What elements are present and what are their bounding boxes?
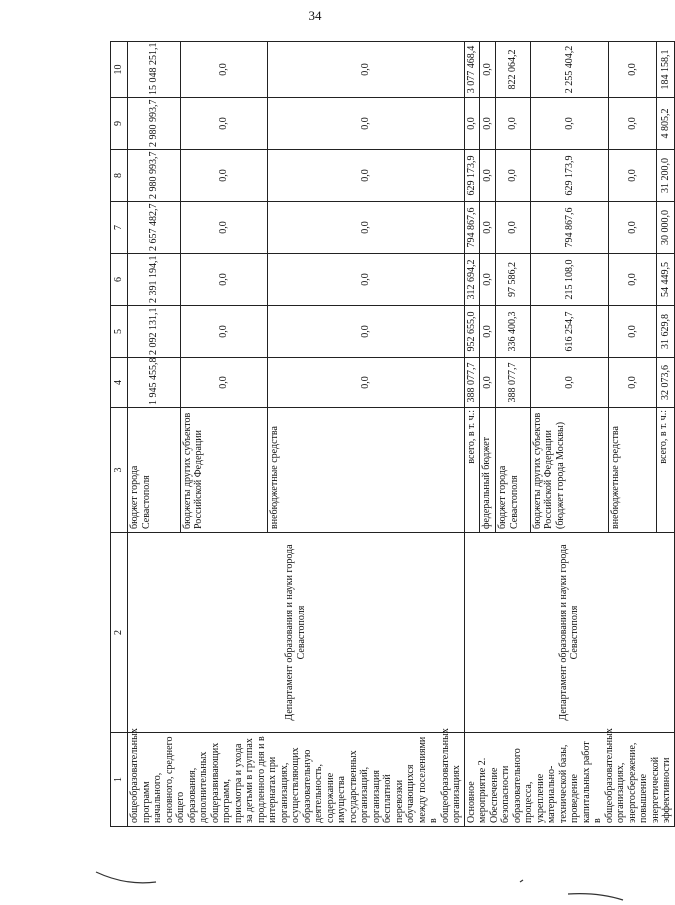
value-cell: 0,0 bbox=[496, 98, 531, 150]
col-header: 7 bbox=[111, 202, 128, 254]
value-cell: 794 867,6 bbox=[530, 202, 608, 254]
executor-cell: Департамент образования и науки города Севастополя bbox=[128, 533, 465, 733]
value-cell: 4 805,2 bbox=[657, 98, 674, 150]
value-cell: 2 980 993,7 bbox=[128, 150, 181, 202]
value-cell: 0,0 bbox=[480, 42, 496, 98]
value-cell: 2 092 131,1 bbox=[128, 306, 181, 358]
value-cell: 0,0 bbox=[530, 358, 608, 408]
value-cell: 0,0 bbox=[480, 254, 496, 306]
value-cell: 30 000,0 bbox=[657, 202, 674, 254]
activity-description: общеобразовательных программ начального, основного, среднего общего образования, дополнительных общеразвивающих программ, присмотра и ухода за детьми в группах продленного дня и в интернатах при организациях, осуществляющих образовательную деятельность, содержание имущества государственных организаций, организация бесплатной перевозки обучающихся между поселениями в общеобразовательных организациях bbox=[128, 733, 465, 827]
value-cell: 0,0 bbox=[609, 42, 657, 98]
value-cell: 31 200,0 bbox=[657, 150, 674, 202]
funding-source: внебюджетные средства bbox=[609, 408, 657, 533]
col-header: 8 bbox=[111, 150, 128, 202]
value-cell: 952 655,0 bbox=[464, 306, 480, 358]
value-cell: 0,0 bbox=[180, 202, 268, 254]
value-cell: 0,0 bbox=[480, 358, 496, 408]
value-cell: 0,0 bbox=[268, 254, 464, 306]
value-cell: 0,0 bbox=[180, 358, 268, 408]
value-cell: 0,0 bbox=[180, 150, 268, 202]
col-header: 6 bbox=[111, 254, 128, 306]
funding-source: бюджет города Севастополя bbox=[496, 408, 531, 533]
value-cell: 629 173,9 bbox=[530, 150, 608, 202]
funding-source: бюджеты других субъектов Российской Федерации bbox=[180, 408, 268, 533]
value-cell: 0,0 bbox=[480, 306, 496, 358]
value-cell: 616 254,7 bbox=[530, 306, 608, 358]
value-cell: 388 077,7 bbox=[464, 358, 480, 408]
value-cell: 0,0 bbox=[268, 98, 464, 150]
value-cell: 0,0 bbox=[180, 98, 268, 150]
value-cell: 629 173,9 bbox=[464, 150, 480, 202]
pen-dot bbox=[520, 880, 523, 882]
value-cell: 388 077,7 bbox=[496, 358, 531, 408]
value-cell: 0,0 bbox=[496, 202, 531, 254]
pen-mark bbox=[96, 872, 156, 883]
value-cell: 0,0 bbox=[180, 254, 268, 306]
col-header: 1 bbox=[111, 733, 128, 827]
value-cell: 2 657 482,7 bbox=[128, 202, 181, 254]
value-cell: 312 694,2 bbox=[464, 254, 480, 306]
value-cell: 97 586,2 bbox=[496, 254, 531, 306]
value-cell: 0,0 bbox=[464, 98, 480, 150]
funding-source: всего, в т. ч.: bbox=[464, 408, 480, 533]
funding-source: бюджеты других субъектов Российской Федерации (бюджет города Москвы) bbox=[530, 408, 608, 533]
value-cell: 0,0 bbox=[496, 150, 531, 202]
value-cell: 0,0 bbox=[609, 98, 657, 150]
value-cell: 0,0 bbox=[480, 202, 496, 254]
value-cell: 0,0 bbox=[180, 42, 268, 98]
value-cell: 0,0 bbox=[609, 306, 657, 358]
value-cell: 794 867,6 bbox=[464, 202, 480, 254]
value-cell: 31 629,8 bbox=[657, 306, 674, 358]
funding-source: бюджет города Севастополя bbox=[128, 408, 181, 533]
executor-cell: Департамент образования и науки города Севастополя bbox=[464, 533, 674, 733]
value-cell: 0,0 bbox=[268, 150, 464, 202]
value-cell: 0,0 bbox=[530, 98, 608, 150]
value-cell: 0,0 bbox=[268, 358, 464, 408]
value-cell: 0,0 bbox=[480, 98, 496, 150]
col-header: 2 bbox=[111, 533, 128, 733]
page-number: 34 bbox=[308, 8, 322, 23]
value-cell: 15 048 251,1 bbox=[128, 42, 181, 98]
value-cell: 0,0 bbox=[180, 306, 268, 358]
value-cell: 32 073,6 bbox=[657, 358, 674, 408]
value-cell: 0,0 bbox=[609, 202, 657, 254]
col-header: 10 bbox=[111, 42, 128, 98]
value-cell: 1 945 455,8 bbox=[128, 358, 181, 408]
value-cell: 0,0 bbox=[268, 42, 464, 98]
col-header: 5 bbox=[111, 306, 128, 358]
value-cell: 0,0 bbox=[268, 202, 464, 254]
funding-source: федеральный бюджет bbox=[480, 408, 496, 533]
value-cell: 0,0 bbox=[609, 254, 657, 306]
activity-description: Основное мероприятие 2. Обеспечение безопасности образовательного процесса, укрепление материально-технической базы, проведение капитальных работ в общеобразовательных организациях, энергосбережение, повышение энергетической эффективности bbox=[464, 733, 674, 827]
value-cell: 2 391 194,1 bbox=[128, 254, 181, 306]
col-header: 9 bbox=[111, 98, 128, 150]
value-cell: 3 077 468,4 bbox=[464, 42, 480, 98]
pen-mark bbox=[568, 894, 623, 900]
value-cell: 184 158,1 bbox=[657, 42, 674, 98]
col-header: 4 bbox=[111, 358, 128, 408]
value-cell: 2 980 993,7 bbox=[128, 98, 181, 150]
value-cell: 0,0 bbox=[268, 306, 464, 358]
funding-source: всего, в т. ч.: bbox=[657, 408, 674, 533]
value-cell: 0,0 bbox=[480, 150, 496, 202]
value-cell: 822 064,2 bbox=[496, 42, 531, 98]
value-cell: 54 449,5 bbox=[657, 254, 674, 306]
value-cell: 2 255 404,2 bbox=[530, 42, 608, 98]
funding-source: внебюджетные средства bbox=[268, 408, 464, 533]
value-cell: 215 108,0 bbox=[530, 254, 608, 306]
value-cell: 0,0 bbox=[609, 150, 657, 202]
col-header: 3 bbox=[111, 408, 128, 533]
value-cell: 336 400,3 bbox=[496, 306, 531, 358]
value-cell: 0,0 bbox=[609, 358, 657, 408]
